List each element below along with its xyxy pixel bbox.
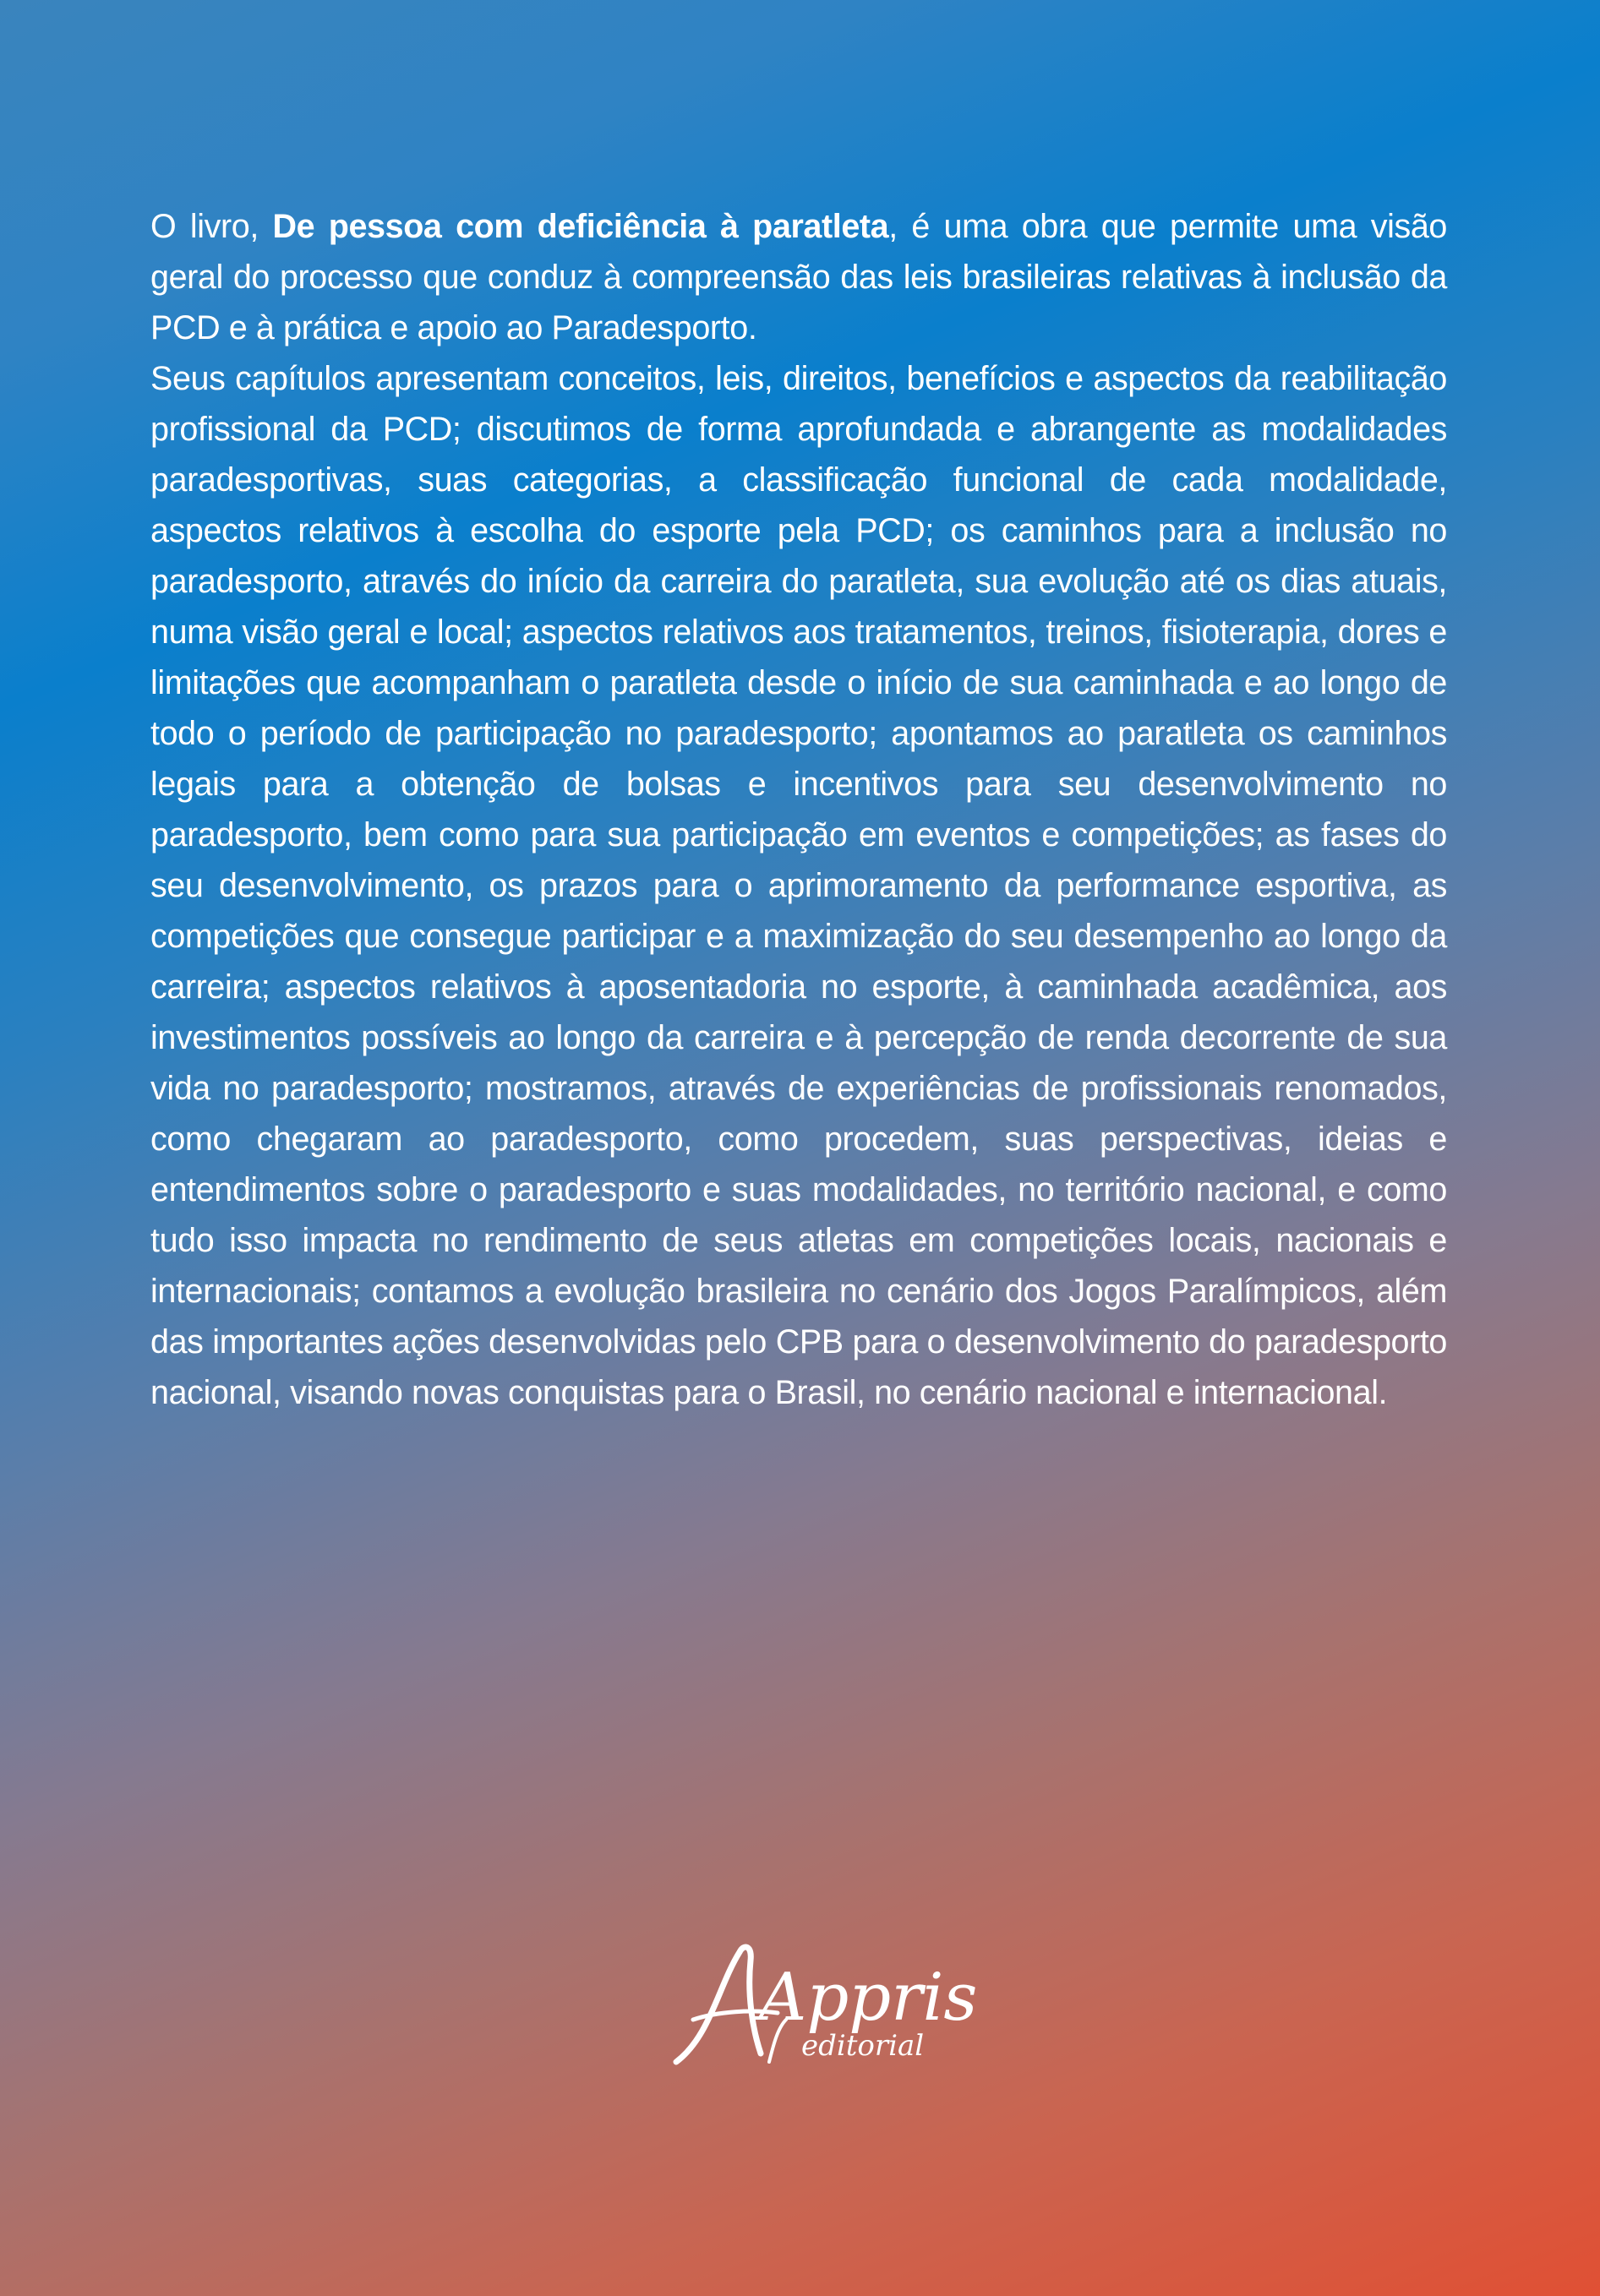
blurb-paragraph-1 [150,201,1447,353]
logo-name: Appris [759,1960,978,2036]
appris-logo-graphic [659,1935,978,2070]
blurb-intro: O livro, [150,208,273,245]
blurb-text [150,201,1447,1418]
blurb-paragraph-2: Seus capítulos apresentam conceitos, leis, direitos, benefícios e aspectos da reabilitação profissional da PCD; discutimos de forma aprofundada e abrangente as modalidades paradesportivas, suas categorias, a classificação funcional de cada modalidade, aspectos relativos à escolha do esporte pela PCD; os caminhos para a inclusão no paradesporto, através do início da carreira do paratleta, sua evolução até os dias atuais, numa visão geral e local; aspectos relativos aos tratamentos, treinos, fisioterapia, dores e limitações que acompanham o paratleta desde o início de sua caminhada e ao longo de todo o período de participação no paradesporto; apontamos ao paratleta os caminhos legais para a obtenção de bolsas e incentivos para seu desenvolvimento no paradesporto, bem como para sua participação em eventos e competições; as fases do seu desenvolvimento, os prazos para o aprimoramento da performance esportiva, as competições que consegue participar e a maximização do seu desempenho ao longo da carreira; aspectos relativos à aposentadoria no esporte, à caminhada acadêmica, aos investimentos possíveis ao longo da carreira e à percepção de renda decorrente de sua vida no paradesporto; mostramos, através de experiências de profissionais renomados, como chegaram ao paradesporto, como procedem, suas perspectivas, ideias e entendimentos sobre o paradesporto e suas modalidades, no território nacional, e como tudo isso impacta no rendimento de seus atletas em competições locais, nacionais e internacionais; contamos a evolução brasileira no cenário dos Jogos Paralímpicos, além das importantes ações desenvolvidas pelo CPB para o desenvolvimento do paradesporto nacional, visando novas conquistas para o Brasil, no cenário nacional e internacional. [150,360,1447,1411]
blurb-intro-continued: , é uma obra que permite uma visão geral do processo que conduz à compreensão das leis brasileiras relativas à inclusão da PCD e à prática e apoio ao Paradesporto. [150,208,1447,346]
publisher-logo [659,1935,978,2070]
book-title: De pessoa com deficiência à paratleta [272,208,889,245]
logo-subtitle: editorial [801,2029,925,2063]
